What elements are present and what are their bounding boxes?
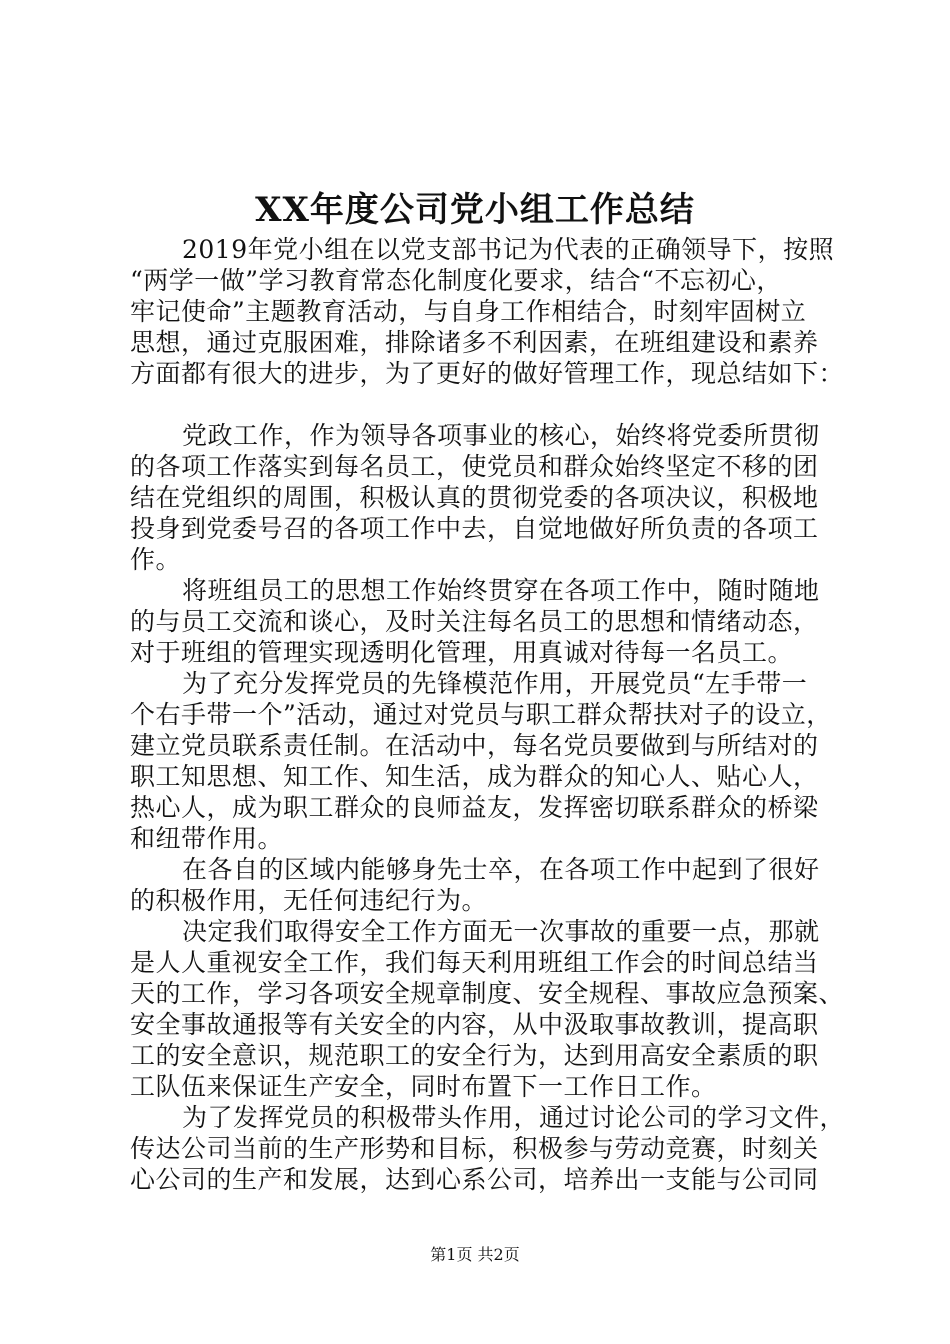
text-line: 2019年党小组在以党支部书记为代表的正确领导下，按照 (182, 235, 835, 264)
text-line: 牢记使命”主题教育活动，与自身工作相结合，时刻牢固树立 (130, 297, 807, 326)
text-line: 为了充分发挥党员的先锋模范作用，开展党员“左手带一 (182, 669, 808, 698)
text-line: 方面都有很大的进步，为了更好的做好管理工作，现总结如下： (130, 359, 845, 388)
text-line: 投身到党委号召的各项工作中去，自觉地做好所负责的各项工 (130, 514, 819, 543)
text-line: 的与员工交流和谈心，及时关注每名员工的思想和情绪动态， (130, 607, 819, 636)
blank-line (130, 389, 830, 420)
text-line: 热心人，成为职工群众的良师益友，发挥密切联系群众的桥梁 (130, 793, 819, 822)
text-line: 个右手带一个”活动，通过对党员与职工群众帮扶对子的设立， (130, 700, 832, 729)
text-line: 心公司的生产和发展，达到心系公司，培养出一支能与公司同 (130, 1165, 819, 1194)
text-line: 思想，通过克服困难，排除诸多不利因素，在班组建设和素养 (130, 328, 819, 357)
text-line: 在各自的区域内能够身先士卒，在各项工作中起到了很好 (182, 855, 820, 884)
text-line: 将班组员工的思想工作始终贯穿在各项工作中，随时随地 (182, 576, 820, 605)
document-title: XX年度公司党小组工作总结 (255, 190, 695, 230)
text-line: 为了发挥党员的积极带头作用，通过讨论公司的学习文件， (182, 1103, 846, 1132)
text-line: 的各项工作落实到每名员工，使党员和群众始终坚定不移的团 (130, 452, 819, 481)
text-line: 工的安全意识，规范职工的安全行为，达到用高安全素质的职 (130, 1041, 819, 1070)
page-footer: 第1页 共2页 (430, 1245, 520, 1264)
text-line: 传达公司当前的生产形势和目标，积极参与劳动竞赛，时刻关 (130, 1134, 819, 1163)
text-line: 的积极作用，无任何违纪行为。 (130, 886, 488, 915)
text-line: 天的工作，学习各项安全规章制度、安全规程、事故应急预案、 (130, 979, 845, 1008)
text-line: “两学一做”学习教育常态化制度化要求，结合“不忘初心， (130, 266, 782, 295)
text-line: 职工知思想、知工作、知生活，成为群众的知心人、贴心人， (130, 762, 819, 791)
text-line: 作。 (130, 545, 182, 574)
document-body (130, 234, 846, 1195)
text-line: 安全事故通报等有关安全的内容，从中汲取事故教训，提高职 (130, 1010, 819, 1039)
text-line: 对于班组的管理实现透明化管理，用真诚对待每一名员工。 (130, 638, 794, 667)
text-line: 工队伍来保证生产安全，同时布置下一工作日工作。 (130, 1072, 717, 1101)
text-line: 和纽带作用。 (130, 824, 284, 853)
text-line: 结在党组织的周围，积极认真的贯彻党委的各项决议，积极地 (130, 483, 819, 512)
text-line: 是人人重视安全工作，我们每天利用班组工作会的时间总结当 (130, 948, 819, 977)
text-line: 建立党员联系责任制。在活动中，每名党员要做到与所结对的 (130, 731, 819, 760)
text-line: 决定我们取得安全工作方面无一次事故的重要一点，那就 (182, 917, 820, 946)
text-line: 党政工作，作为领导各项事业的核心，始终将党委所贯彻 (182, 421, 820, 450)
